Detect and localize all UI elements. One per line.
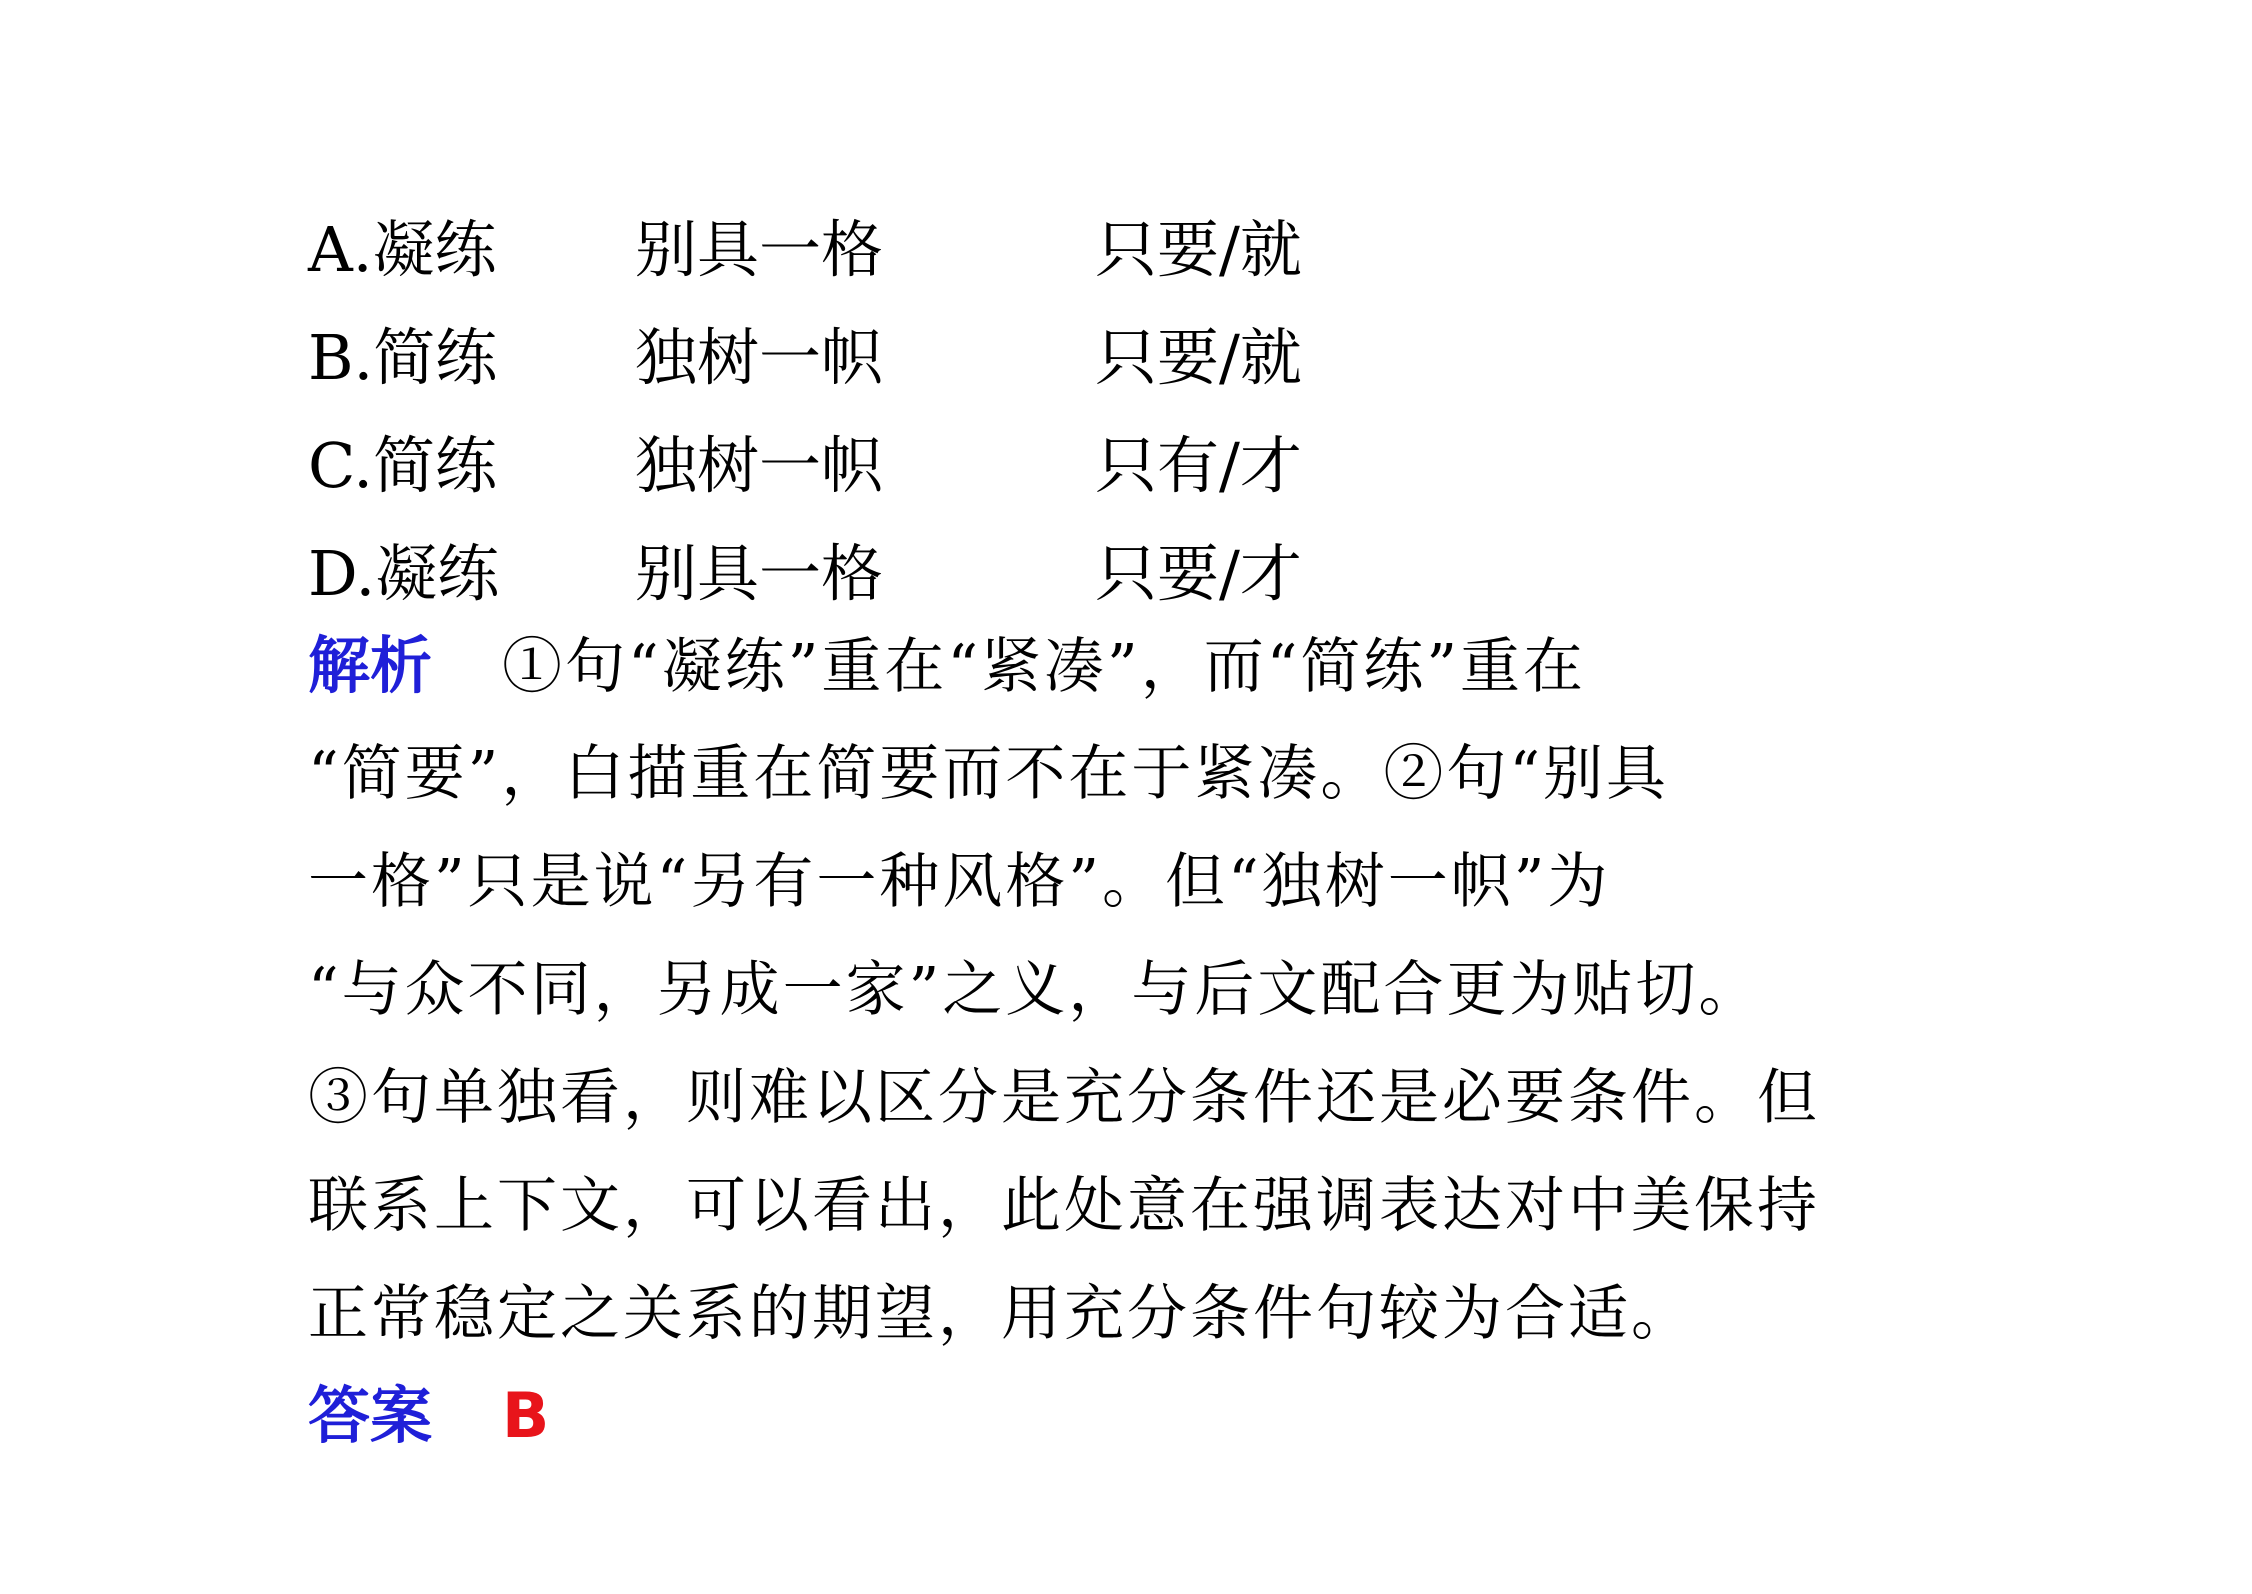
option-b	[308, 298, 1395, 406]
answer-label: 答案	[308, 1379, 433, 1452]
option-a-word2: 别具一格	[635, 212, 884, 286]
option-a-word1: A.凝练	[308, 212, 497, 286]
option-d-word3: 只要/才	[1095, 536, 1302, 610]
analysis-line-2: “简要”，白描重在简要而不在于紧凑。②句“别具	[308, 739, 1670, 809]
analysis-label: 解析	[308, 629, 433, 702]
options-list	[308, 190, 1395, 622]
analysis-line-3: 一格”只是说“另有一种风格”。但“独树一帜”为	[308, 847, 1611, 917]
option-b-word2: 独树一帜	[635, 320, 884, 394]
option-c-word2: 独树一帜	[635, 428, 884, 502]
option-d-word1: D.凝练	[308, 536, 500, 610]
option-d-word2: 别具一格	[635, 536, 884, 610]
option-a-word3: 只要/就	[1095, 212, 1302, 286]
option-d	[308, 514, 1395, 622]
option-c	[308, 406, 1395, 514]
option-b-word3: 只要/就	[1095, 320, 1302, 394]
analysis-text-1: ①句“凝练”重在“紧凑”，而“简练”重在	[502, 632, 1587, 702]
answer-section	[308, 1362, 549, 1470]
analysis-line-1	[308, 612, 1908, 720]
option-c-word1: C.简练	[308, 428, 497, 502]
analysis-line-6: 联系上下文，可以看出，此处意在强调表达对中美保持	[308, 1171, 1820, 1241]
analysis-line-4: “与众不同，另成一家”之义，与后文配合更为贴切。	[308, 955, 1762, 1025]
option-a	[308, 190, 1395, 298]
answer-value: B	[502, 1379, 550, 1452]
option-c-word3: 只有/才	[1095, 428, 1302, 502]
analysis-section	[308, 612, 1908, 1368]
analysis-line-7: 正常稳定之关系的期望，用充分条件句较为合适。	[308, 1279, 1694, 1349]
analysis-line-5: ③句单独看，则难以区分是充分条件还是必要条件。但	[308, 1063, 1820, 1133]
option-b-word1: B.简练	[308, 320, 498, 394]
